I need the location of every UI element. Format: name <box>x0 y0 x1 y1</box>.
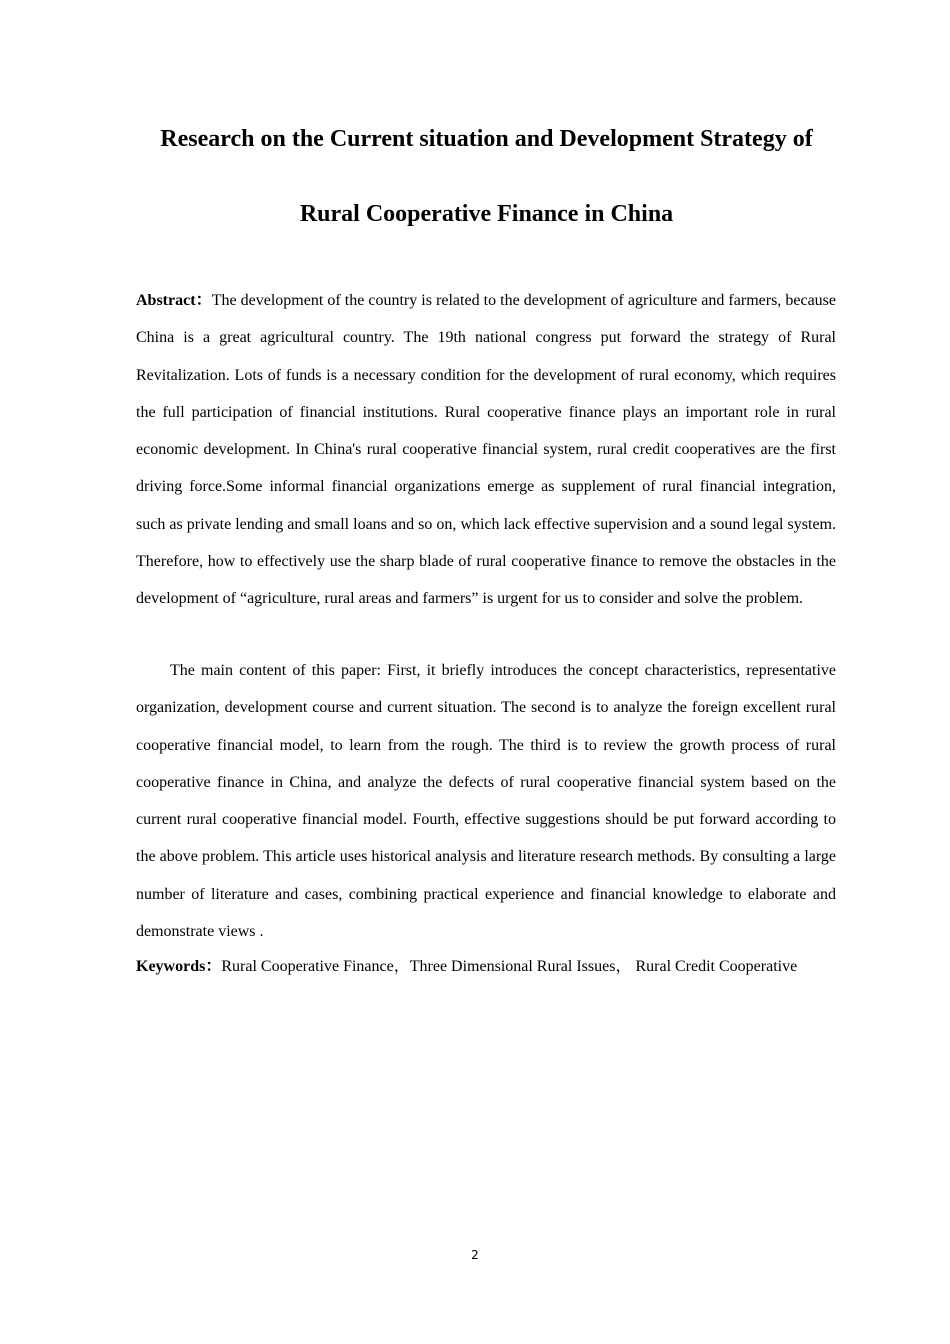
title-line-1: Research on the Current situation and Development Strategy of <box>160 126 813 152</box>
page-number: 2 <box>471 1248 479 1262</box>
abstract-label: Abstract： <box>136 292 212 309</box>
keywords-label: Keywords： <box>136 958 222 975</box>
keywords-text: Rural Cooperative Finance，Three Dimensional Rural Issues， Rural Credit Cooperative <box>221 958 798 975</box>
abstract-text: The development of the country is related to the development of agriculture and farmers, because China is a great agricultural country. The 19th national congress put forward the strategy of Rural Revitalization. Lots of funds is a necessary condition for the development of rural economy, which requires the full participation of financial institutions. Rural cooperative finance plays an important role in rural economic development. In China's rural cooperative financial system, rural credit cooperatives are the first driving force.Some informal financial organizations emerge as supplement of rural financial integration, such as private lending and small loans and so on, which lack effective supervision and a sound legal system. Therefore, how to effectively use the sharp blade of rural cooperative finance to remove the obstacles in the development of “agriculture, rural areas and farmers” is urgent for us to consider and solve the problem. <box>136 292 836 608</box>
main-content-paragraph: The main content of this paper: First, it briefly introduces the concept characteristics, representative organization, development course and current situation. The second is to analyze the foreign excellent rural cooperative financial model, to learn from the rough. The third is to review the growth process of rural cooperative finance in China, and analyze the defects of rural cooperative financial system based on the current rural cooperative financial model. Fourth, effective suggestions should be put forward according to the above problem. This article uses historical analysis and literature research methods. By consulting a large number of literature and cases, combining practical experience and financial knowledge to elaborate and demonstrate views . <box>136 662 836 941</box>
keywords-line <box>136 956 846 978</box>
title-line-2: Rural Cooperative Finance in China <box>299 201 674 227</box>
abstract-paragraph <box>136 282 836 618</box>
